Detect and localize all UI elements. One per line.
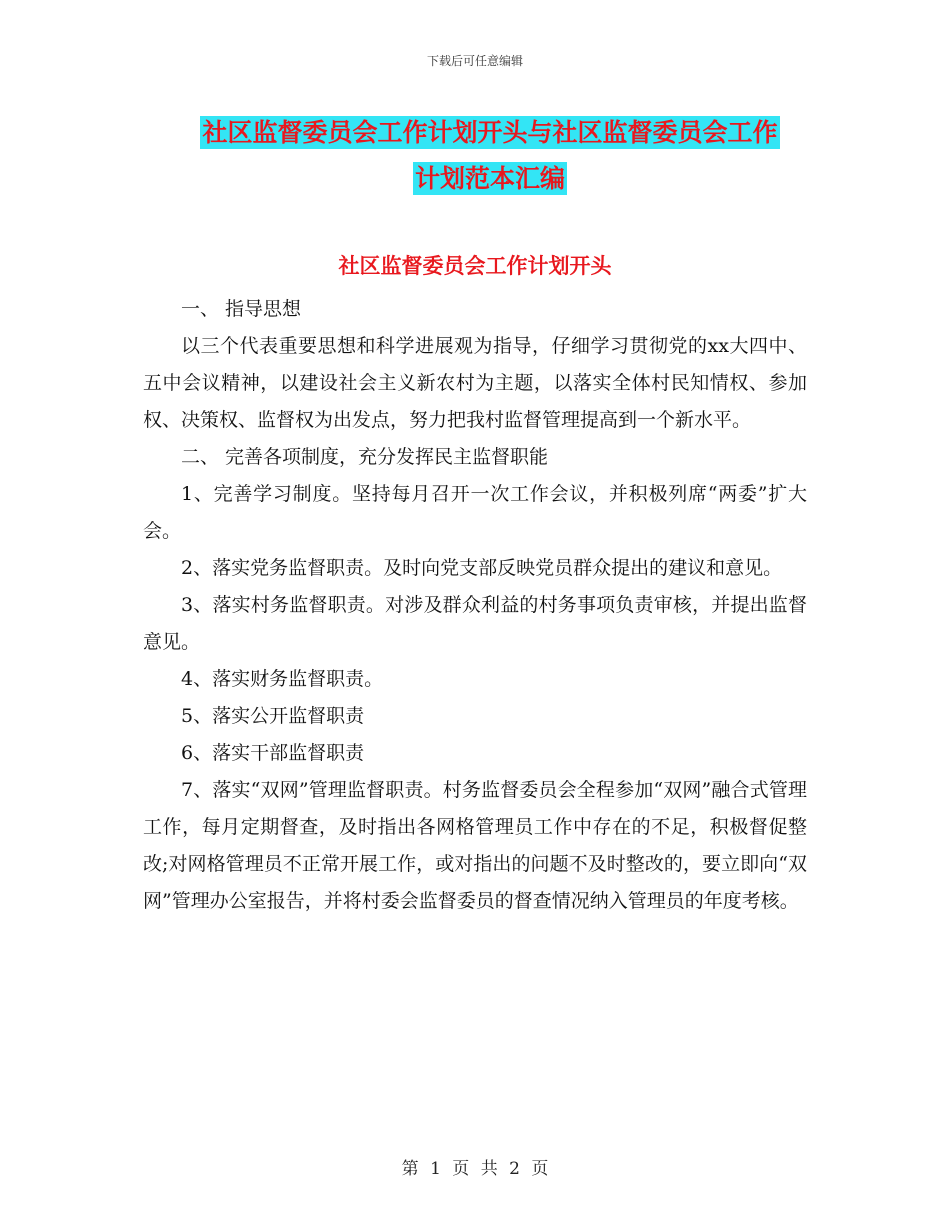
list-item-4: 4、落实财务监督职责。 [181,668,384,690]
heading-improve-systems: 二、 完善各项制度，充分发挥民主监督职能 [181,446,549,468]
list-item-6: 6、落实干部监督职责 [181,742,365,764]
heading-guiding-thought: 一、 指导思想 [181,298,302,320]
section-title: 社区监督委员会工作计划开头 [338,254,612,278]
list-item-7: 7、落实“双网”管理监督职责。村务监督委员会全程参加“双网”融合式管理工作，每月定期督查，及时指出各网格管理员工作中存在的不足，积极督促整改;对网格管理员不正常开展工作，或对指出的问题不及时整改的，要立即向“双网”管理办公室报告，并将村委会监督委员的督查情况纳入管理员的年度考核。 [143,779,807,912]
document-title-line-1: 社区监督委员会工作计划开头与社区监督委员会工作 [202,118,778,147]
list-item-3: 3、落实村务监督职责。对涉及群众利益的村务事项负责审核，并提出监督意见。 [143,594,807,653]
list-item-1: 1、完善学习制度。坚持每月召开一次工作会议，并积极列席“两委”扩大会。 [143,483,807,542]
document-body [143,291,807,920]
document-title [150,110,830,202]
paragraph-guiding-thought: 以三个代表重要思想和科学进展观为指导，仔细学习贯彻党的xx大四中、五中会议精神，以建设社会主义新农村为主题，以落实全体村民知情权、参加权、决策权、监督权为出发点，努力把我村监督管理提高到一个新水平。 [143,335,807,431]
list-item-2: 2、落实党务监督职责。及时向党支部反映党员群众提出的建议和意见。 [181,557,783,579]
document-title-line-2: 计划范本汇编 [414,164,565,193]
list-item-5: 5、落实公开监督职责 [181,705,365,727]
page-number: 第 1 页 共 2 页 [401,1159,549,1179]
header-note: 下载后可任意编辑 [426,54,523,68]
